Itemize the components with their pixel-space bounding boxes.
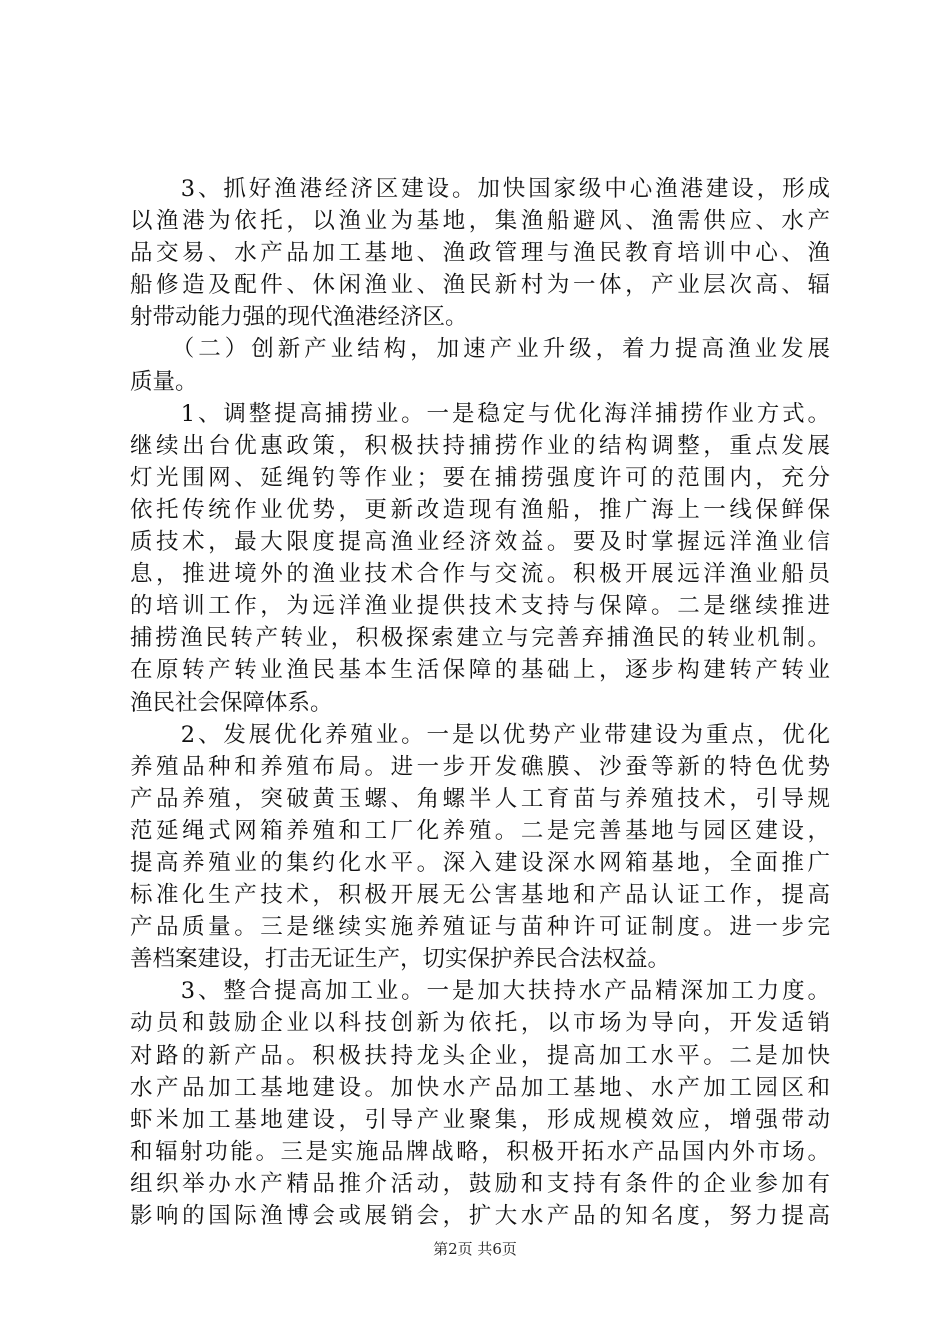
text-line: 质量。 (130, 368, 198, 395)
text-line: 继续出台优惠政策，积极扶持捕捞作业的结构调整，重点发展 (130, 432, 830, 459)
text-line: 影响的国际渔博会或展销会，扩大水产品的知名度，努力提高 (130, 1203, 830, 1229)
text-line: 动员和鼓励企业以科技创新为依托，以市场为导向，开发适销 (130, 1010, 830, 1037)
text-line: 提高养殖业的集约化水平。深入建设深水网箱基地，全面推广 (130, 849, 830, 876)
document-body (130, 173, 830, 1232)
text-line: 捕捞渔民转产转业，积极探索建立与完善弃捕渔民的转业机制。 (130, 625, 830, 652)
text-line: 射带动能力强的现代渔港经济区。 (130, 304, 468, 331)
text-line: 组织举办水产精品推介活动，鼓励和支持有条件的企业参加有 (130, 1170, 830, 1197)
text-line: 产品质量。三是继续实施养殖证与苗种许可证制度。进一步完 (130, 914, 830, 941)
text-line: 灯光围网、延绳钓等作业；要在捕捞强度许可的范围内，充分 (130, 464, 830, 491)
text-line: 养殖品种和养殖布局。进一步开发礁膜、沙蚕等新的特色优势 (130, 753, 830, 780)
text-line: 品交易、水产品加工基地、渔政管理与渔民教育培训中心、渔 (130, 240, 830, 267)
text-line: 对路的新产品。积极扶持龙头企业，提高加工水平。二是加快 (130, 1042, 830, 1069)
text-line: 范延绳式网箱养殖和工厂化养殖。二是完善基地与园区建设， (130, 817, 830, 844)
text-line: 1、调整提高捕捞业。一是稳定与优化海洋捕捞作业方式。 (130, 400, 830, 427)
text-line: 息，推进境外的渔业技术合作与交流。积极开展远洋渔业船员 (130, 561, 830, 588)
text-line: 3、整合提高加工业。一是加大扶持水产品精深加工力度。 (130, 978, 830, 1005)
text-line: 船修造及配件、休闲渔业、渔民新村为一体，产业层次高、辐 (130, 272, 830, 299)
text-line: 渔民社会保障体系。 (130, 689, 333, 716)
text-line: 产品养殖，突破黄玉螺、角螺半人工育苗与养殖技术，引导规 (130, 785, 830, 812)
text-line: 和辐射功能。三是实施品牌战略，积极开拓水产品国内外市场。 (130, 1138, 830, 1165)
text-line: 善档案建设，打击无证生产，切实保护养民合法权益。 (130, 946, 671, 973)
text-line: 的培训工作，为远洋渔业提供技术支持与保障。二是继续推进 (130, 593, 830, 620)
text-line: 以渔港为依托，以渔业为基地，集渔船避风、渔需供应、水产 (130, 208, 830, 235)
text-line: 依托传统作业优势，更新改造现有渔船，推广海上一线保鲜保 (130, 496, 830, 523)
text-line: 3、抓好渔港经济区建设。加快国家级中心渔港建设，形成 (130, 176, 830, 202)
text-line: （二）创新产业结构，加速产业升级，着力提高渔业发展 (130, 336, 830, 363)
text-line: 水产品加工基地建设。加快水产品加工基地、水产加工园区和 (130, 1074, 830, 1101)
text-line: 标准化生产技术，积极开展无公害基地和产品认证工作，提高 (130, 882, 830, 909)
text-line: 2、发展优化养殖业。一是以优势产业带建设为重点，优化 (130, 721, 830, 748)
text-line: 虾米加工基地建设，引导产业聚集，形成规模效应，增强带动 (130, 1106, 830, 1133)
text-line: 在原转产转业渔民基本生活保障的基础上，逐步构建转产转业 (130, 657, 830, 684)
text-line: 质技术，最大限度提高渔业经济效益。要及时掌握远洋渔业信 (130, 529, 830, 556)
page-footer: 第2页 共6页 (433, 1240, 517, 1258)
